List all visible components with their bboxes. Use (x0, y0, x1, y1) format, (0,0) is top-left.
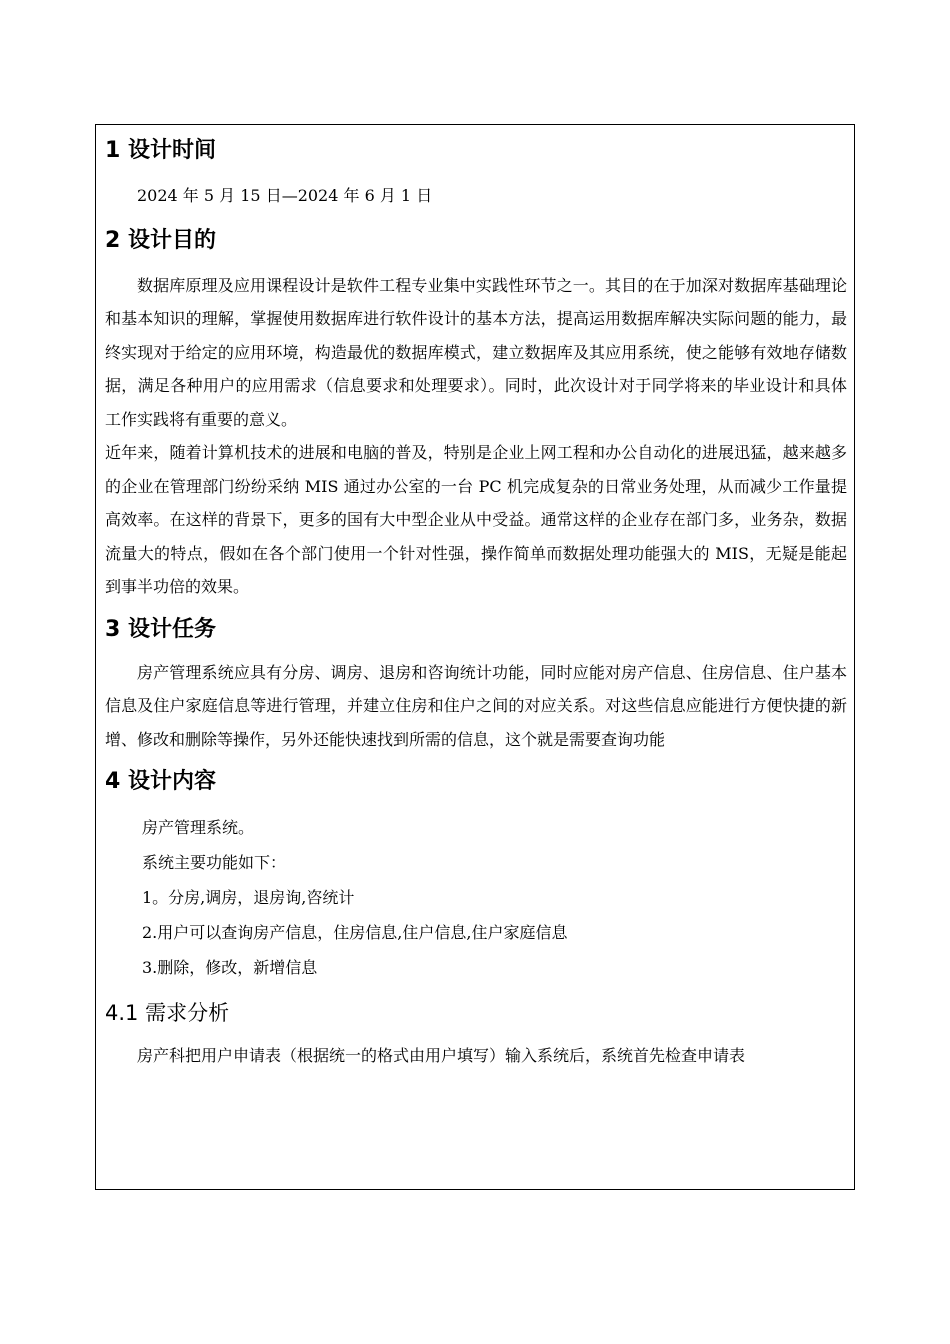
section-heading-design-content: 4 设计内容 (105, 769, 216, 794)
design-content-item: 1。分房,调房，退房询,咨统计 (142, 888, 355, 907)
design-content-item: 房产管理系统。 (142, 818, 255, 837)
document-frame (95, 124, 855, 1190)
subsection-heading-requirements: 4.1 需求分析 (105, 1001, 230, 1025)
document-content (105, 133, 847, 1073)
section-heading-design-task: 3 设计任务 (105, 616, 216, 642)
design-time-text: 2024 年 5 月 15 日—2024 年 6 月 1 日 (137, 186, 433, 205)
design-content-item: 3.删除，修改，新增信息 (142, 958, 318, 977)
design-content-item: 2.用户可以查询房产信息，住房信息,住户信息,住户家庭信息 (142, 923, 568, 942)
design-purpose-paragraph-2: 近年来，随着计算机技术的进展和电脑的普及，特别是企业上网工程和办公自动化的进展迅猛，越来越多的企业在管理部门纷纷采纳 MIS 通过办公室的一台 PC 机完成复杂的日常业务处理，从而减少工作量提高效率。在这样的背景下，更多的国有大中型企业从中受益。通常这样的企业存在部门多，业务杂，数据流量大的特点，假如在各个部门使用一个针对性强，操作简单而数据处理功能强大的 MIS，无疑是能起到事半功倍的效果。 (105, 443, 847, 596)
section-heading-design-purpose: 2 设计目的 (105, 227, 216, 253)
section-heading-design-time: 1 设计时间 (105, 138, 216, 163)
design-content-item: 系统主要功能如下： (142, 853, 287, 872)
design-purpose-paragraph-1: 数据库原理及应用课程设计是软件工程专业集中实践性环节之一。其目的在于加深对数据库基础理论和基本知识的理解，掌握使用数据库进行软件设计的基本方法，提高运用数据库解决实际问题的能力，最终实现对于给定的应用环境，构造最优的数据库模式，建立数据库及其应用系统，使之能够有效地存储数据，满足各种用户的应用需求（信息要求和处理要求）。同时，此次设计对于同学将来的毕业设计和具体工作实践将有重要的意义。 (105, 275, 847, 429)
design-task-paragraph: 房产管理系统应具有分房、调房、退房和咨询统计功能，同时应能对房产信息、住房信息、住户基本信息及住户家庭信息等进行管理，并建立住房和住户之间的对应关系。对这些信息应能进行方便快捷的新增、修改和删除等操作，另外还能快速找到所需的信息，这个就是需要查询功能 (105, 662, 847, 749)
requirements-paragraph: 房产科把用户申请表（根据统一的格式由用户填写）输入系统后，系统首先检查申请表 (137, 1046, 746, 1065)
